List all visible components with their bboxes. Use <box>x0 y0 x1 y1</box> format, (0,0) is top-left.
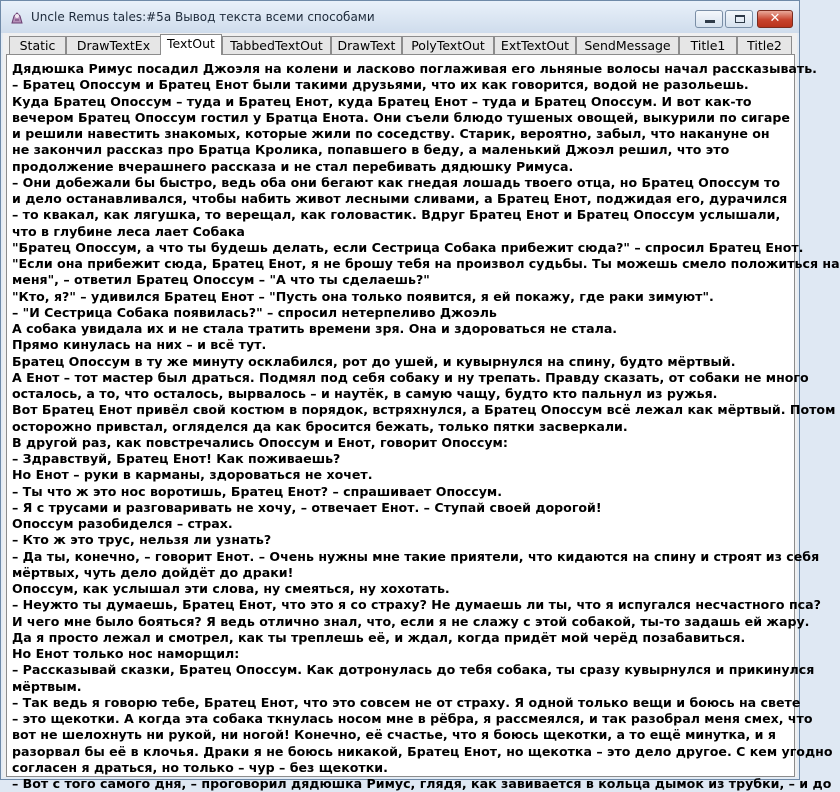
text-line: Прямо кинулась на них – и всё тут. <box>12 337 267 353</box>
text-line: "Кто, я?" – удивился Братец Енот – "Пусть она только появится, я ей покажу, где раки зимуют". <box>12 288 714 304</box>
text-line: Но Енот – руки в карманы, здороваться не хочет. <box>12 467 373 483</box>
text-line: и дело останавливался, чтобы набить живот лесными сливами, а Братец Енот, поджидая его, дурачился <box>12 191 788 206</box>
text-line: Но Енот только нос наморщил: <box>12 646 240 661</box>
minimize-icon <box>705 20 715 23</box>
text-line: – Они добежали бы быстро, ведь оба они бегают как гнедая лошадь твоего отца, но Братец Опоссум то <box>12 174 781 190</box>
tab-page-textout <box>6 54 840 791</box>
tab-polytextout[interactable]: PolyTextOut <box>402 36 494 54</box>
text-line: – Так ведь я говорю тебе, Братец Енот, что это совсем не от страху. Я одной только вещи и боюсь на свете <box>12 694 801 710</box>
text-line: не закончил рассказ про Братца Кролика, попавшего в беду, а маленький Джоэл решил, что это <box>12 142 730 158</box>
text-line: – Братец Опоссум и Братец Енот были такими друзьями, что их как говорится, водой не разольешь. <box>12 77 749 93</box>
text-line: – Здравствуй, Братец Енот! Как поживаешь? <box>12 451 341 466</box>
story-text <box>12 61 840 792</box>
text-line: меня", – ответил Братец Опоссум – "А что ты сделаешь?" <box>12 272 430 288</box>
text-line: – это щекотки. А когда эта собака ткнулась носом мне в рёбра, я рассмеялся, и так разобрал меня смех, что <box>12 711 813 726</box>
text-line: мёртвым. <box>12 678 82 694</box>
title-bar[interactable] <box>1 1 799 33</box>
text-line: Опоссум, как услышал эти слова, ну смеяться, ну хохотать. <box>12 581 450 596</box>
text-line: разорвал бы её в клочья. Драки я не боюсь никакой, Братец Енот, но щекотка – это дело другое. С кем угодно <box>12 743 833 759</box>
text-line: А Енот – тот мастер был драться. Подмял под себя собаку и ну трепать. Правду сказать, от собаки не много <box>12 369 809 385</box>
text-line: В другой раз, как повстречались Опоссум и Енот, говорит Опоссум: <box>12 434 508 450</box>
client-area <box>3 33 840 791</box>
text-line: что в глубине леса лает Собака <box>12 223 245 239</box>
text-line: – "И Сестрица Собака появилась?" – спросил нетерпеливо Джоэль <box>12 304 497 320</box>
text-line: "Братец Опоссум, а что ты будешь делать, если Сестрица Собака прибежит сюда?" – спросил Братец Енот. <box>12 239 804 255</box>
text-line: согласен я драться, но только – чур – без щекотки. <box>12 759 388 775</box>
text-line: осторожно привстал, огляделся да как бросится бежать, только пятки засверкали. <box>12 418 628 434</box>
text-line: Братец Опоссум в ту же минуту осклабился, рот до ушей, и кувырнулся на спину, будто мёртвый. <box>12 353 736 369</box>
maximize-icon <box>735 15 745 23</box>
close-icon: ✕ <box>769 11 781 26</box>
tab-drawtext[interactable]: DrawText <box>331 36 402 54</box>
text-line: осталось, а то, что осталось, вырвалось – и наутёк, в самую чащу, будто кто пальнул из ружья. <box>12 386 718 401</box>
text-line: Да я просто лежал и смотрел, как ты треплешь её, и ждал, когда придёт мой черёд позабавиться. <box>12 629 746 645</box>
window-title: Uncle Remus tales:#5a Вывод текста всеми способами <box>31 10 375 24</box>
app-icon <box>9 10 25 26</box>
text-line: – Я с трусами и разговаривать не хочу, – отвечает Енот. – Ступай своей дорогой! <box>12 499 602 515</box>
text-line: продолжение вчерашнего рассказа и не стал перебивать дядюшку Римуса. <box>12 158 574 174</box>
text-line: мёртвых, чуть дело дойдёт до драки! <box>12 564 294 580</box>
text-line: – Кто ж это трус, нельзя ли узнать? <box>12 532 272 548</box>
text-line: – то квакал, как лягушка, то верещал, как головастик. Вдруг Братец Енот и Братец Опоссум услышали, <box>12 207 781 223</box>
tab-textout[interactable]: TextOut <box>160 34 222 55</box>
tab-drawtextex[interactable]: DrawTextEx <box>66 36 161 54</box>
tab-title1[interactable]: Title1 <box>679 36 737 54</box>
text-line: – Да ты, конечно, – говорит Енот. – Очень нужны мне такие приятели, что кидаются на спину и строят из себя <box>12 548 820 564</box>
text-line: вот не шелохнуть ни рукой, ни ногой! Конечно, её счастье, что я боюсь щекотки, а то ещё минутка, и я <box>12 727 776 743</box>
tab-static[interactable]: Static <box>9 36 66 54</box>
tab-strip <box>9 34 795 54</box>
text-line: вечером Братец Опоссум гостил у Братца Енота. Они съели блюдо тушеных овощей, выкурили по сигаре <box>12 109 790 125</box>
text-line: – Рассказывай сказки, Братец Опоссум. Как дотронулась до тебя собака, ты сразу кувырнулся и прикинулся <box>12 662 815 678</box>
close-button[interactable] <box>757 10 793 28</box>
text-line: Дядюшка Римус посадил Джоэля на колени и ласково поглаживая его льняные волосы начал рассказывать. <box>12 61 817 76</box>
tab-tabbedtextout[interactable]: TabbedTextOut <box>222 36 331 54</box>
text-line: А собака увидала их и не стала тратить времени зря. Она и здороваться не стала. <box>12 321 618 336</box>
tab-title2[interactable]: Title2 <box>737 36 792 54</box>
text-line: Вот Братец Енот привёл свой костюм в порядок, встряхнулся, а Братец Опоссум всё лежал как мёртвый. Потом <box>12 402 836 418</box>
text-line: – Ты что ж это нос воротишь, Братец Енот? – спрашивает Опоссум. <box>12 483 503 499</box>
text-line: – Вот с того самого дня, – проговорил дядюшка Римус, глядя, как завивается в кольца дымок из трубки, – и до <box>12 776 832 791</box>
maximize-button[interactable] <box>725 10 753 28</box>
text-line: Опоссум разобиделся – страх. <box>12 516 233 531</box>
text-line: "Если она прибежит сюда, Братец Енот, я не брошу тебя на произвол судьбы. Ты можешь смело положиться на <box>12 256 840 271</box>
text-line: Куда Братец Опоссум – туда и Братец Енот, куда Братец Енот – туда и Братец Опоссум. И вот как-то <box>12 93 752 109</box>
text-line: и решили навестить знакомых, которые жили по соседству. Старик, вероятно, забыл, что накануне он <box>12 126 770 141</box>
tab-sendmessage[interactable]: SendMessage <box>576 36 679 54</box>
tab-exttextout[interactable]: ExtTextOut <box>494 36 576 54</box>
text-line: И чего мне было бояться? Я ведь отлично знал, что, если я не слажу с этой собакой, ты-то задашь ей жару. <box>12 613 810 629</box>
text-line: – Неужто ты думаешь, Братец Енот, что это я со страху? Не думаешь ли ты, что я испугался несчастного пса? <box>12 597 821 613</box>
minimize-button[interactable] <box>695 10 723 28</box>
